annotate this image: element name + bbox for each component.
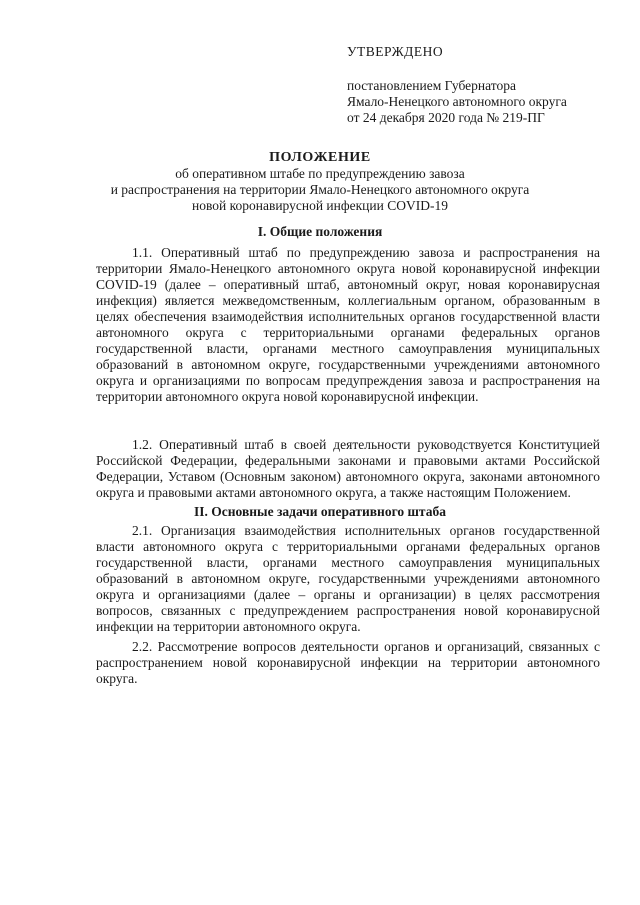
paragraph-1-1: 1.1. Оперативный штаб по предупреждению завоза и распространения на территории Ямало-Ненецкого автономного округа новой коронавирусной инфекции COVID-19 (далее – оперативный штаб, автономный округ, новая коронавирусная инфекция) является межведомственным, коллегиальным органом, образованным в целях обеспечения взаимодействия исполнительных органов государственной власти автономного округа с территориальными органами федеральных органов государственной власти, органами местного самоуправления муниципальных образований в автономном округе, государственными учреждениями автономного округа и организациями по вопросам предупреждения завоза и распространения на территории автономного округа новой коронавирусной инфекции.: [96, 245, 600, 404]
section-heading: I. Общие положения: [257, 224, 383, 239]
paragraph-1-2: 1.2. Оперативный штаб в своей деятельности руководствуется Конституцией Российской Федерации, федеральными законами и правовыми актами Российской Федерации, Уставом (Основным законом) автономного округа, законами автономного округа и правовыми актами автономного округа, а также настоящим Положением.: [96, 437, 600, 500]
document-subtitle-line: новой коронавирусной инфекции COVID-19: [192, 198, 448, 213]
paragraph-2-2: 2.2. Рассмотрение вопросов деятельности органов и организаций, связанных с распространением новой коронавирусной инфекции на территории автономного округа.: [96, 639, 600, 686]
section-heading: II. Основные задачи оперативного штаба: [194, 504, 446, 519]
approval-line: постановлением Губернатора: [347, 78, 516, 93]
document-title: ПОЛОЖЕНИЕ: [269, 150, 371, 165]
approval-stamp: УТВЕРЖДЕНО: [347, 44, 444, 59]
document-title-block: [60, 150, 580, 214]
document-subtitle-line: об оперативном штабе по предупреждению завоза: [175, 166, 465, 181]
approval-line: Ямало-Ненецкого автономного округа: [347, 94, 567, 109]
document-subtitle-line: и распространения на территории Ямало-Ненецкого автономного округа: [110, 182, 530, 197]
paragraph-2-1: 2.1. Организация взаимодействия исполнительных органов государственной власти автономного округа с территориальными органами федеральных органов государственной власти, органами местного самоуправления муниципальных образований в автономном округе, государственными учреждениями автономного округа и организациями (далее – органы и организации) в целях рассмотрения вопросов, связанных с предупреждением распространения новой коронавирусной инфекции на территории автономного округа.: [96, 523, 600, 634]
approval-block: [347, 44, 617, 126]
approval-line: от 24 декабря 2020 года № 219-ПГ: [347, 110, 545, 125]
